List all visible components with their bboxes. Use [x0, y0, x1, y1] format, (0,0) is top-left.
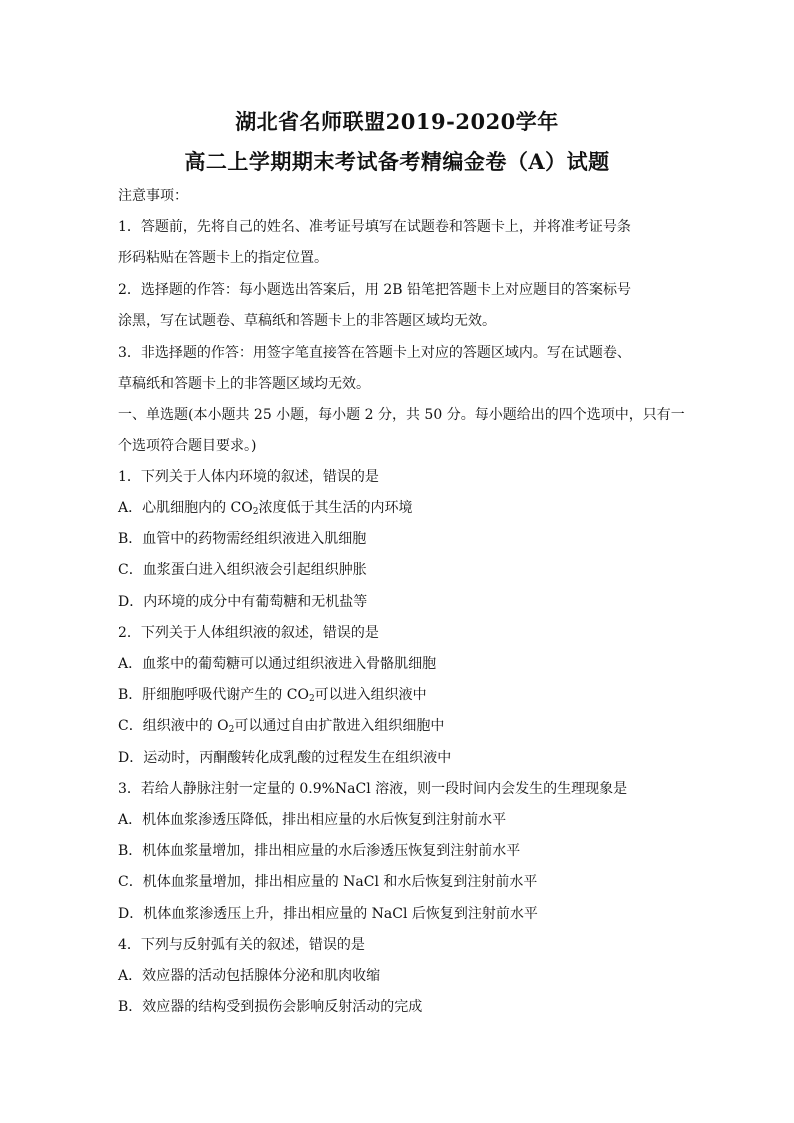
notice-item-1-line-2: 形码粘贴在答题卡上的指定位置。 — [118, 250, 328, 266]
page-title: 湖北省名师联盟2019-2020学年 — [235, 109, 559, 134]
question-3-option-c: C．机体血浆量增加，排出相应量的 NaCl 和水后恢复到注射前水平 — [118, 874, 538, 890]
option-text: B．肝细胞呼吸代谢产生的 CO — [118, 687, 309, 703]
question-2-option-d: D．运动时，丙酮酸转化成乳酸的过程发生在组织液中 — [118, 750, 452, 766]
question-3-option-d: D．机体血浆渗透压上升，排出相应量的 NaCl 后恢复到注射前水平 — [118, 906, 538, 922]
notice-item-2-line-2: 涂黑，写在试题卷、草稿纸和答题卡上的非答题区域均无效。 — [118, 313, 496, 329]
question-3-stem: 3．若给人静脉注射一定量的 0.9%NaCl 溶液，则一段时间内会发生的生理现象是 — [118, 781, 628, 797]
question-4-option-a: A．效应器的活动包括腺体分泌和肌肉收缩 — [118, 968, 381, 984]
section-heading-line-1: 一、单选题(本小题共 25 小题，每小题 2 分，共 50 分。每小题给出的四个选项中，只有一 — [118, 407, 685, 423]
question-3-option-b: B．机体血浆量增加，排出相应量的水后渗透压恢复到注射前水平 — [118, 843, 521, 859]
option-text: 浓度低于其生活的内环境 — [258, 500, 413, 516]
question-1-option-a — [118, 499, 412, 517]
notice-heading: 注意事项： — [118, 188, 188, 204]
page-subtitle: 高二上学期期末考试备考精编金卷（A）试题 — [184, 149, 610, 174]
subscript: 2 — [228, 725, 235, 735]
option-text: 可以通过自由扩散进入组织细胞中 — [234, 718, 445, 734]
question-1-stem: 1．下列关于人体内环境的叙述，错误的是 — [118, 469, 379, 485]
subscript: 2 — [252, 507, 259, 517]
question-3-option-a: A．机体血浆渗透压降低，排出相应量的水后恢复到注射前水平 — [118, 812, 507, 828]
question-2-option-a: A．血浆中的葡萄糖可以通过组织液进入骨骼肌细胞 — [118, 656, 437, 672]
question-1-option-d: D．内环境的成分中有葡萄糖和无机盐等 — [118, 594, 368, 610]
question-2-option-c — [118, 717, 444, 735]
section-heading-line-2: 个选项符合题目要求。) — [118, 438, 257, 454]
question-2-option-b — [118, 686, 427, 704]
notice-item-3-line-2: 草稿纸和答题卡上的非答题区域均无效。 — [118, 376, 370, 392]
notice-item-1-line-1: 1．答题前，先将自己的姓名、准考证号填写在试题卷和答题卡上，并将准考证号条 — [118, 219, 631, 235]
question-1-option-c: C．血浆蛋白进入组织液会引起组织肿胀 — [118, 562, 367, 578]
question-4-option-b: B．效应器的结构受到损伤会影响反射活动的完成 — [118, 999, 423, 1015]
subscript: 2 — [308, 694, 315, 704]
question-4-stem: 4．下列与反射弧有关的叙述，错误的是 — [118, 937, 365, 953]
question-1-option-b: B．血管中的药物需经组织液进入肌细胞 — [118, 531, 367, 547]
notice-item-3-line-1: 3．非选择题的作答：用签字笔直接答在答题卡上对应的答题区域内。写在试题卷、 — [118, 345, 631, 361]
option-text: A．心肌细胞内的 CO — [118, 500, 253, 516]
option-text: 可以进入组织液中 — [314, 687, 427, 703]
notice-item-2-line-1: 2．选择题的作答：每小题选出答案后，用 2B 铅笔把答题卡上对应题目的答案标号 — [118, 282, 632, 298]
option-text: C．组织液中的 O — [118, 718, 229, 734]
question-2-stem: 2．下列关于人体组织液的叙述，错误的是 — [118, 625, 379, 641]
